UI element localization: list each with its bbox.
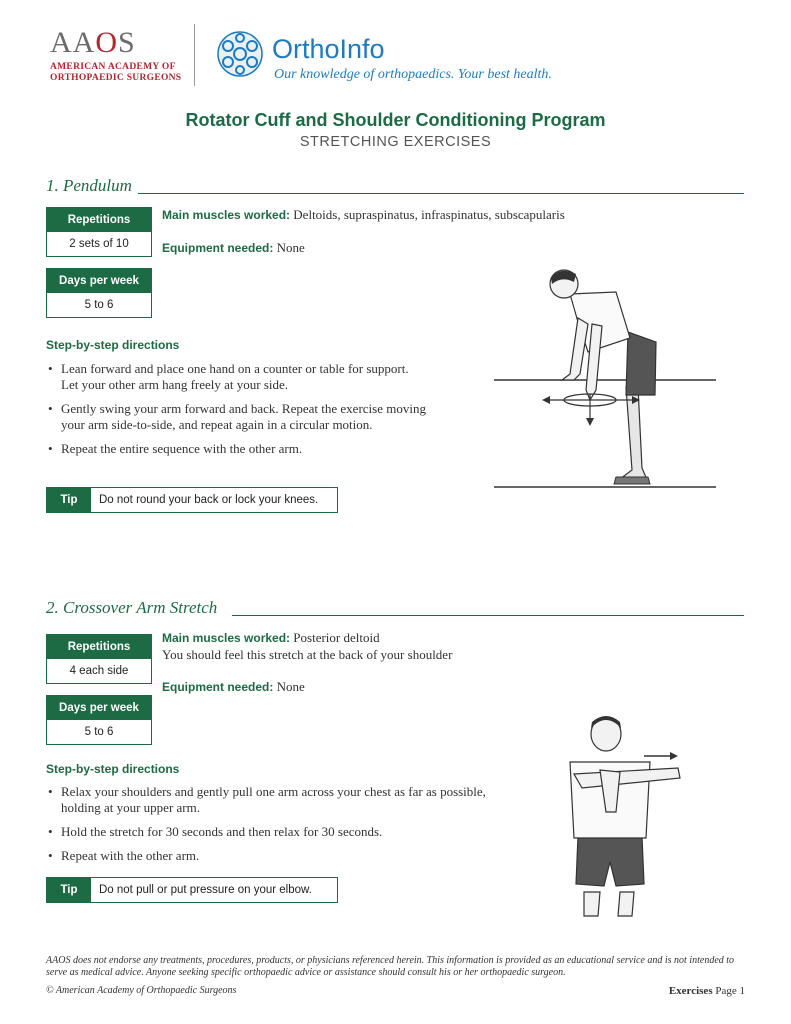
equipment-value: None (276, 679, 305, 694)
exercise-2-equipment (162, 679, 305, 695)
equipment-label: Equipment needed: (162, 241, 274, 255)
equipment-value: None (276, 240, 305, 255)
document-title: Rotator Cuff and Shoulder Conditioning Program (185, 110, 606, 130)
repetitions-value: 2 sets of 10 (47, 232, 151, 256)
orthoinfo-title: OrthoInfo (272, 34, 385, 64)
exercise-2-muscles (162, 630, 380, 646)
tip-text: Do not pull or put pressure on your elbow. (99, 884, 312, 896)
tip-label: Tip (47, 878, 91, 902)
exercise-1-rule (138, 193, 744, 194)
exercise-2-muscles-note: You should feel this stretch at the back of your shoulder (162, 647, 453, 662)
footer-page-number (669, 985, 745, 997)
exercise-1-steps-title: Step-by-step directions (46, 338, 180, 352)
tip-label: Tip (47, 488, 91, 512)
exercise-1-days-box (46, 268, 152, 318)
main-muscles-value: Deltoids, supraspinatus, infraspinatus, subscapularis (293, 207, 565, 222)
aaos-name (50, 62, 181, 84)
days-per-week-label: Days per week (47, 269, 151, 293)
main-muscles-value: Posterior deltoid (293, 630, 380, 645)
header-divider (194, 24, 195, 86)
aaos-name-line1: AMERICAN ACADEMY OF (50, 62, 176, 72)
exercise-1-tip (46, 487, 338, 513)
list-item: • Gently swing your arm forward and back. Repeat the exercise moving your arm side-to-side, and repeat again in a circular motion. (46, 401, 426, 433)
exercise-2-title: 2. Crossover Arm Stretch (46, 598, 218, 617)
exercise-1-step-list (46, 361, 426, 465)
exercise-2-tip (46, 877, 338, 903)
exercise-1-equipment (162, 240, 305, 256)
footer-copyright: © American Academy of Orthopaedic Surgeons (46, 985, 237, 996)
exercise-2-repetitions-box (46, 634, 152, 684)
aaos-name-line2: ORTHOPAEDIC SURGEONS (50, 73, 182, 83)
repetitions-label: Repetitions (47, 208, 151, 232)
aaos-logo-mark: AAOS (50, 26, 136, 59)
exercise-1-repetitions-box (46, 207, 152, 257)
tip-text: Do not round your back or lock your knees. (99, 494, 319, 506)
main-muscles-label: Main muscles worked: (162, 631, 291, 645)
list-item: • Hold the stretch for 30 seconds and then relax for 30 seconds. (46, 824, 496, 840)
footer-page-label: Exercises (668, 985, 713, 997)
footer-disclaimer: AAOS does not endorse any treatments, procedures, products, or physicians referenced herein. This information is provided as an educational service and is not intended to serve as medical advice. Anyone seeking specific orthopaedic advice or assistance should consult his or her orthopaedic surgeon. (46, 955, 735, 978)
crossover-stretch-illustration (560, 712, 690, 918)
list-item: • Repeat the entire sequence with the other arm. (46, 441, 426, 457)
exercise-2-steps-title: Step-by-step directions (46, 762, 180, 776)
exercise-2-days-box (46, 695, 152, 745)
days-per-week-value: 5 to 6 (47, 720, 151, 744)
equipment-label: Equipment needed: (162, 680, 274, 694)
orthoinfo-globe-icon (216, 30, 264, 78)
exercise-1-title: 1. Pendulum (46, 176, 132, 195)
exercise-2-rule (232, 615, 744, 616)
repetitions-value: 4 each side (47, 659, 151, 683)
days-per-week-label: Days per week (47, 696, 151, 720)
list-item: • Relax your shoulders and gently pull one arm across your chest as far as possible, holding at your upper arm. (46, 784, 496, 816)
orthoinfo-tagline: Our knowledge of orthopaedics. Your best health. (274, 67, 552, 82)
footer-page-value: Page 1 (715, 985, 745, 997)
exercise-1-muscles (162, 207, 565, 223)
repetitions-label: Repetitions (47, 635, 151, 659)
exercise-2-step-list (46, 784, 496, 872)
pendulum-illustration (490, 262, 720, 494)
main-muscles-label: Main muscles worked: (162, 208, 291, 222)
days-per-week-value: 5 to 6 (47, 293, 151, 317)
list-item: • Lean forward and place one hand on a counter or table for support. Let your other arm hang freely at your side. (46, 361, 426, 393)
list-item: • Repeat with the other arm. (46, 848, 496, 864)
document-subtitle: STRETCHING EXERCISES (299, 134, 492, 150)
